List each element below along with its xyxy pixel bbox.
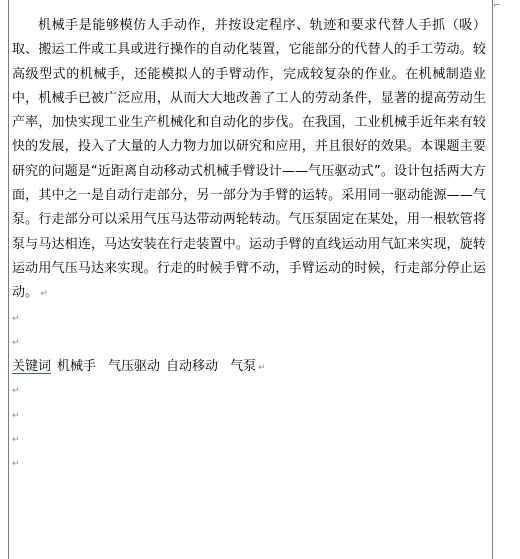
- page-left-border: [8, 0, 9, 559]
- paragraph-mark-icon: ↵: [12, 313, 20, 324]
- keywords-line[interactable]: [12, 355, 486, 379]
- empty-paragraph[interactable]: [12, 428, 486, 452]
- keyword-item: 自动移动: [166, 359, 219, 375]
- keyword-item: 气泵: [230, 359, 257, 375]
- page-right-border: [492, 0, 493, 559]
- keyword-item: 气压驱动: [108, 359, 161, 375]
- keyword-item: 机械手: [57, 359, 97, 375]
- empty-paragraph[interactable]: [12, 404, 486, 428]
- abstract-paragraph[interactable]: [12, 14, 486, 307]
- empty-paragraph[interactable]: [12, 379, 486, 403]
- paragraph-mark-icon: ↵: [258, 363, 266, 374]
- document-body[interactable]: [12, 14, 486, 477]
- paragraph-mark-icon: ↵: [40, 289, 48, 300]
- text-boundary-corner-mark: ⌐: [493, 1, 501, 11]
- paragraph-mark-icon: ↵: [12, 410, 20, 421]
- paragraph-mark-icon: ↵: [12, 459, 20, 470]
- empty-paragraph[interactable]: [12, 307, 486, 331]
- paragraph-mark-icon: ↵: [12, 435, 20, 446]
- paragraph-mark-icon: ↵: [12, 386, 20, 397]
- empty-paragraph[interactable]: [12, 331, 486, 355]
- abstract-paragraph-text: 机械手是能够模仿人手动作，并按设定程序、轨迹和要求代替人手抓（吸）取、搬运工件或工具或进行操作的自动化装置，它能部分的代替人的手工劳动。较高级型式的机械手，还能模拟人的手臂动作，完成较复杂的作业。在机械制造业中，机械手已被广泛应用，从而大大地改善了工人的劳动条件，显著的提高劳动生产率，加快实现工业生产机械化和自动化的步伐。在我国，工业机械手近年来有较快的发展，投入了大量的人力物力加以研究和应用，并且很好的效果。本课题主要研究的问题是“近距离自动移动式机械手臂设计——气压驱动式”。设计包括两大方面，其中之一是自动行走部分，另一部分为手臂的运转。采用同一驱动能源——气泵。行走部分可以采用气压马达带动两轮转动。气压泵固定在某处，用一根软管将泵与马达相连，马达安装在行走装置中。运动手臂的直线运动用气缸来实现，旋转运动用气压马达来实现。行走的时候手臂不动，手臂运动的时候，行走部分停止运动。: [12, 18, 486, 301]
- keywords-label: 关键词: [12, 359, 52, 375]
- paragraph-mark-icon: ↵: [12, 337, 20, 348]
- empty-paragraph[interactable]: [12, 452, 486, 476]
